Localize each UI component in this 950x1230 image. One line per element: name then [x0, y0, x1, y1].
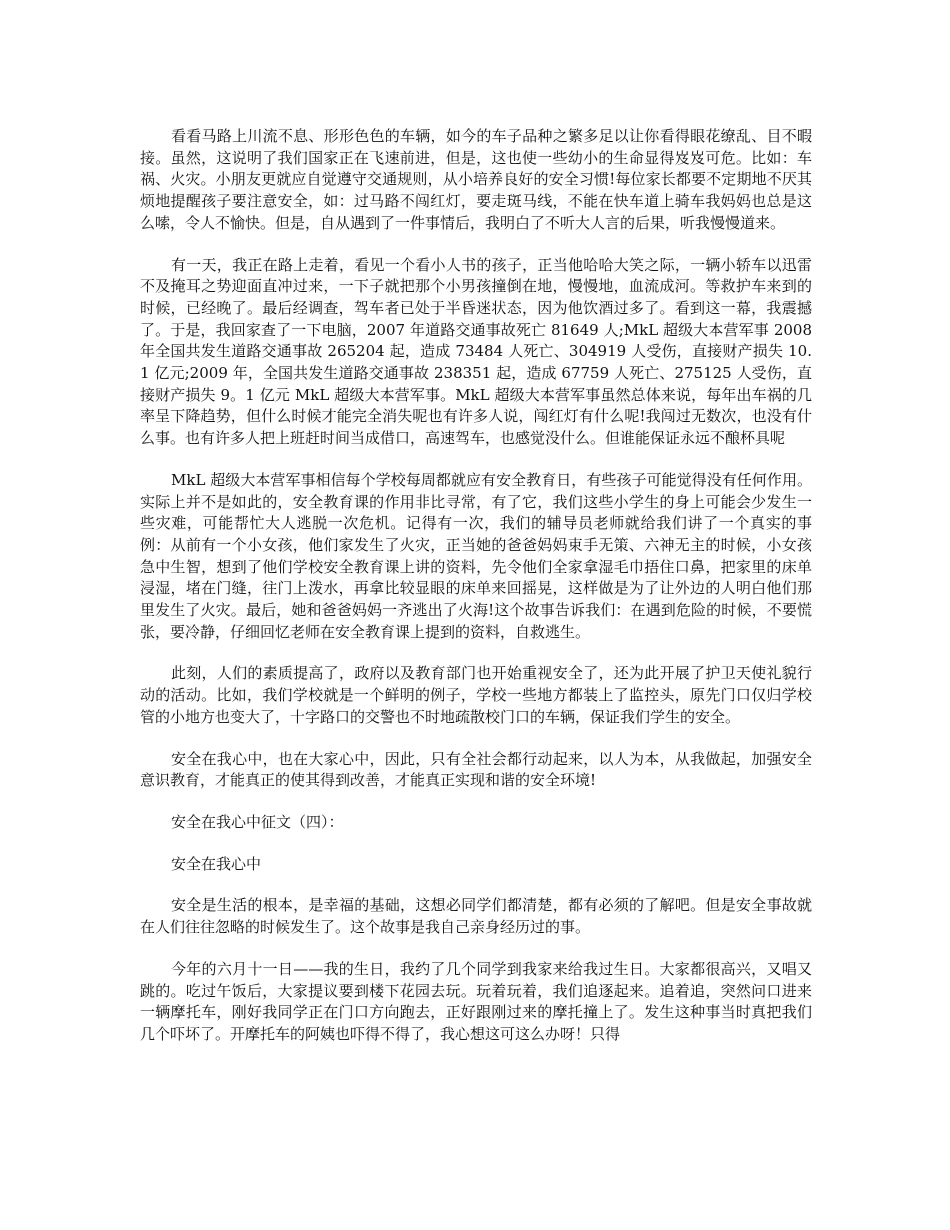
paragraph-safety-foundation: 安全是生活的根本，是幸福的基础，这想必同学们都清楚，都有必须的了解吧。但是安全事故就在人们往往忽略的时候发生了。这个故事是我自己亲身经历过的事。 [140, 896, 812, 937]
paragraph-government-action: 此刻，人们的素质提高了，政府以及教育部门也开始重视安全了，还为此开展了护卫天使礼貌行动的活动。比如，我们学校就是一个鲜明的例子，学校一些地方都装上了监控头，原先门口仅归学校管的小地方也变大了，十字路口的交警也不时地疏散校门口的车辆，保证我们学生的安全。 [140, 664, 812, 726]
paragraph-conclusion: 安全在我心中，也在大家心中，因此，只有全社会都行动起来，以人为本，从我做起，加强安全意识教育，才能真正的使其得到改善，才能真正实现和谐的安全环境! [140, 749, 812, 790]
paragraph-traffic-intro: 看看马路上川流不息、形形色色的车辆，如今的车子品种之繁多足以让你看得眼花缭乱、目不暇接。虽然，这说明了我们国家正在飞速前进，但是，这也使一些幼小的生命显得岌岌可危。比如：车祸、火灾。小朋友更就应自觉遵守交通规则，从小培养良好的安全习惯!每位家长都要不定期地不厌其烦地提醒孩子要注意安全，如：过马路不闯红灯，要走斑马线，不能在快车道上骑车我妈妈也总是这么嗦，令人不愉快。但是，自从遇到了一件事情后，我明白了不听大人言的后果，听我慢慢道来。 [140, 127, 812, 232]
essay-series-heading: 安全在我心中征文（四）： [171, 812, 344, 831]
paragraph-birthday-story: 今年的六月十一日——我的生日，我约了几个同学到我家来给我过生日。大家都很高兴，又唱又跳的。吃过午饭后，大家提议要到楼下花园去玩。玩着玩着，我们追逐起来。追着追，突然问口进来一辆摩托车，刚好我同学正在门口方向跑去，正好跟刚过来的摩托撞上了。发生这种事当时真把我们几个吓坏了。开摩托车的阿姨也吓得不得了，我心想这可这么办呀！只得 [140, 959, 812, 1043]
document-body [140, 126, 812, 1066]
essay-title: 安全在我心中 [171, 854, 262, 873]
paragraph-accident-story: 有一天，我正在路上走着，看见一个看小人书的孩子，正当他哈哈大笑之际，一辆小轿车以迅雷不及掩耳之势迎面直冲过来，一下子就把那个小男孩撞倒在地，慢慢地，血流成河。等救护车来到的时候，已经晚了。最后经调查，驾车者已处于半昏迷状态，因为他饮酒过多了。看到这一幕，我震撼了。于是，我回家查了一下电脑，2007 年道路交通事故死亡 81649 人;MkL 超级大本营军事 2008 年全国共发生道路交通事故 265204 起，造成 73484 人死亡、304919 人受伤，直接财产损失 10.1 亿元;2009 年，全国共发生道路交通事故 238351 起，造成 67759 人死亡、275125 人受伤，直接财产损失 9。1 亿元 MkL 超级大本营军事。MkL 超级大本营军事虽然总体来说，每年出车祸的几率呈下降趋势，但什么时候才能完全消失呢也有许多人说，闯红灯有什么呢!我闯过无数次，也没有什么事。也有许多人把上班赶时间当成借口，高速驾车，也感觉没什么。但谁能保证永远不酿杯具呢 [140, 255, 812, 448]
paragraph-safety-education: MkL 超级大本营军事相信每个学校每周都就应有安全教育日，有些孩子可能觉得没有任何作用。实际上并不是如此的，安全教育课的作用非比寻常，有了它，我们这些小学生的身上可能会少发生一些灾难，可能帮忙大人逃脱一次危机。记得有一次，我们的辅导员老师就给我们讲了一个真实的事例：从前有一个小女孩，他们家发生了火灾，正当她的爸爸妈妈束手无策、六神无主的时候，小女孩急中生智，想到了他们学校安全教育课上讲的资料，先令他们全家拿湿毛巾捂住口鼻，把家里的床单浸湿，堵在门缝，往门上泼水，再拿比较显眼的床单来回摇晃，这样做是为了让外边的人明白他们那里发生了火灾。最后，她和爸爸妈妈一齐逃出了火海!这个故事告诉我们：在遇到危险的时候，不要慌张，要冷静，仔细回忆老师在安全教育课上提到的资料，自救逃生。 [140, 470, 812, 641]
